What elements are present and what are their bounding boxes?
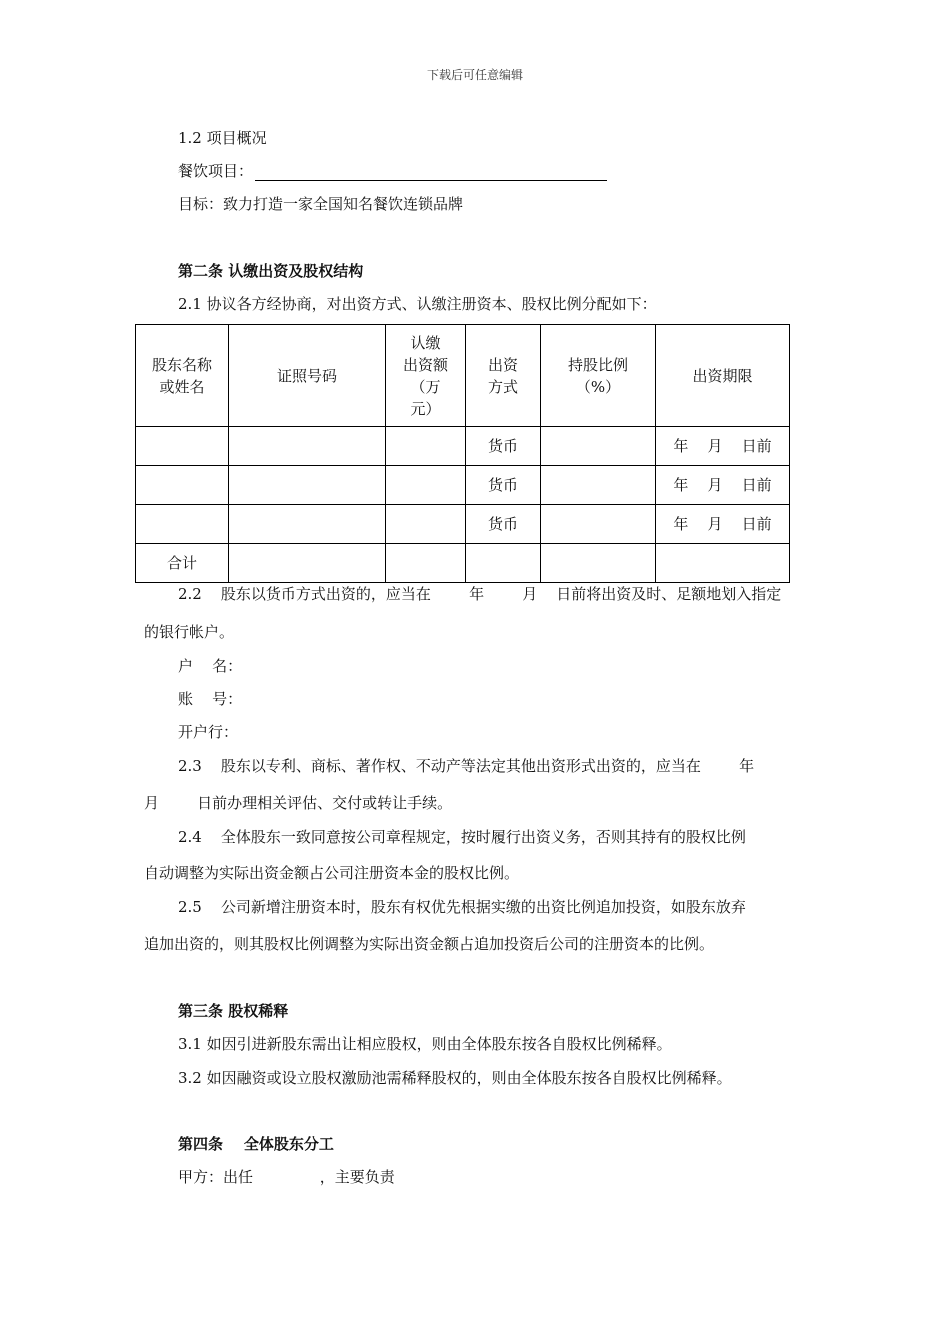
- clause-2-5-line-2: 追加出资的，则其股权比例调整为实际出资金额占追加投资后公司的注册资本的比例。: [144, 935, 715, 953]
- cell-amount: [386, 427, 466, 466]
- table-row: [136, 505, 790, 544]
- table-header-row: [136, 325, 790, 427]
- header-contribution-term: 出资期限: [656, 325, 790, 427]
- cell-method: 货币: [466, 466, 541, 505]
- cell-name: [136, 505, 229, 544]
- clause-3-2: 3.2 如因融资或设立股权激励池需稀释股权的，则由全体股东按各自股权比例稀释。: [178, 1069, 732, 1087]
- cell-total-id: [229, 544, 386, 583]
- clause-3-1: 3.1 如因引进新股东需出让相应股权，则由全体股东按各自股权比例稀释。: [178, 1035, 672, 1053]
- cell-total-method: [466, 544, 541, 583]
- cell-total-ratio: [541, 544, 656, 583]
- clause-2-3-line-1: 2.3 股东以专利、商标、著作权、不动产等法定其他出资形式出资的，应当在 年: [178, 757, 755, 775]
- cell-amount: [386, 466, 466, 505]
- article-2-title: 第二条 认缴出资及股权结构: [178, 262, 364, 280]
- project-blank: [255, 166, 607, 181]
- cell-term: 年 月 日前: [656, 505, 790, 544]
- clause-2-1: 2.1 协议各方经协商，对出资方式、认缴注册资本、股权比例分配如下：: [178, 295, 657, 313]
- clause-2-3-line-2: 月 日前办理相关评估、交付或转让手续。: [144, 794, 453, 812]
- project-label: 餐饮项目：: [178, 162, 254, 180]
- header-share-ratio: 持股比例 （%）: [541, 325, 656, 427]
- cell-ratio: [541, 427, 656, 466]
- equity-table: [135, 324, 790, 583]
- cell-id: [229, 505, 386, 544]
- article-4-title: 第四条 全体股东分工: [178, 1135, 334, 1153]
- header-shareholder-name: 股东名称 或姓名: [136, 325, 229, 427]
- bank-label: 开户行：: [178, 723, 239, 741]
- section-heading-1-2: 1.2 项目概况: [178, 129, 267, 147]
- clause-2-5-line-1: 2.5 公司新增注册资本时，股东有权优先根据实缴的出资比例追加投资，如股东放弃: [178, 898, 746, 916]
- header-subscribed-amount: 认缴 出资额 （万 元）: [386, 325, 466, 427]
- article-3-title: 第三条 股权稀释: [178, 1002, 289, 1020]
- cell-id: [229, 427, 386, 466]
- account-name-label: 户 名：: [178, 657, 243, 675]
- cell-name: [136, 427, 229, 466]
- cell-term: 年 月 日前: [656, 427, 790, 466]
- clause-2-2-line-1: 2.2 股东以货币方式出资的，应当在 年 月 日前将出资及时、足额地划入指定: [178, 585, 782, 603]
- clause-2-2-line-2: 的银行帐户。: [144, 623, 235, 641]
- project-line: [178, 161, 607, 181]
- table-row: [136, 427, 790, 466]
- cell-method: 货币: [466, 505, 541, 544]
- table-total-row: [136, 544, 790, 583]
- clause-2-4-line-1: 2.4 全体股东一致同意按公司章程规定，按时履行出资义务，否则其持有的股权比例: [178, 828, 746, 846]
- cell-term: 年 月 日前: [656, 466, 790, 505]
- cell-total-label: 合计: [136, 544, 229, 583]
- goal-line: 目标：致力打造一家全国知名餐饮连锁品牌: [178, 195, 464, 213]
- clause-2-4-line-2: 自动调整为实际出资金额占公司注册资本金的股权比例。: [144, 864, 520, 882]
- cell-name: [136, 466, 229, 505]
- table-row: [136, 466, 790, 505]
- page-header-note: 下载后可任意编辑: [426, 68, 523, 82]
- party-a-line: 甲方：出任 ，主要负责: [178, 1168, 395, 1186]
- cell-id: [229, 466, 386, 505]
- account-number-label: 账 号：: [178, 690, 243, 708]
- cell-ratio: [541, 505, 656, 544]
- header-contribution-method: 出资 方式: [466, 325, 541, 427]
- cell-method: 货币: [466, 427, 541, 466]
- cell-ratio: [541, 466, 656, 505]
- cell-total-amount: [386, 544, 466, 583]
- header-id-number: 证照号码: [229, 325, 386, 427]
- cell-total-term: [656, 544, 790, 583]
- cell-amount: [386, 505, 466, 544]
